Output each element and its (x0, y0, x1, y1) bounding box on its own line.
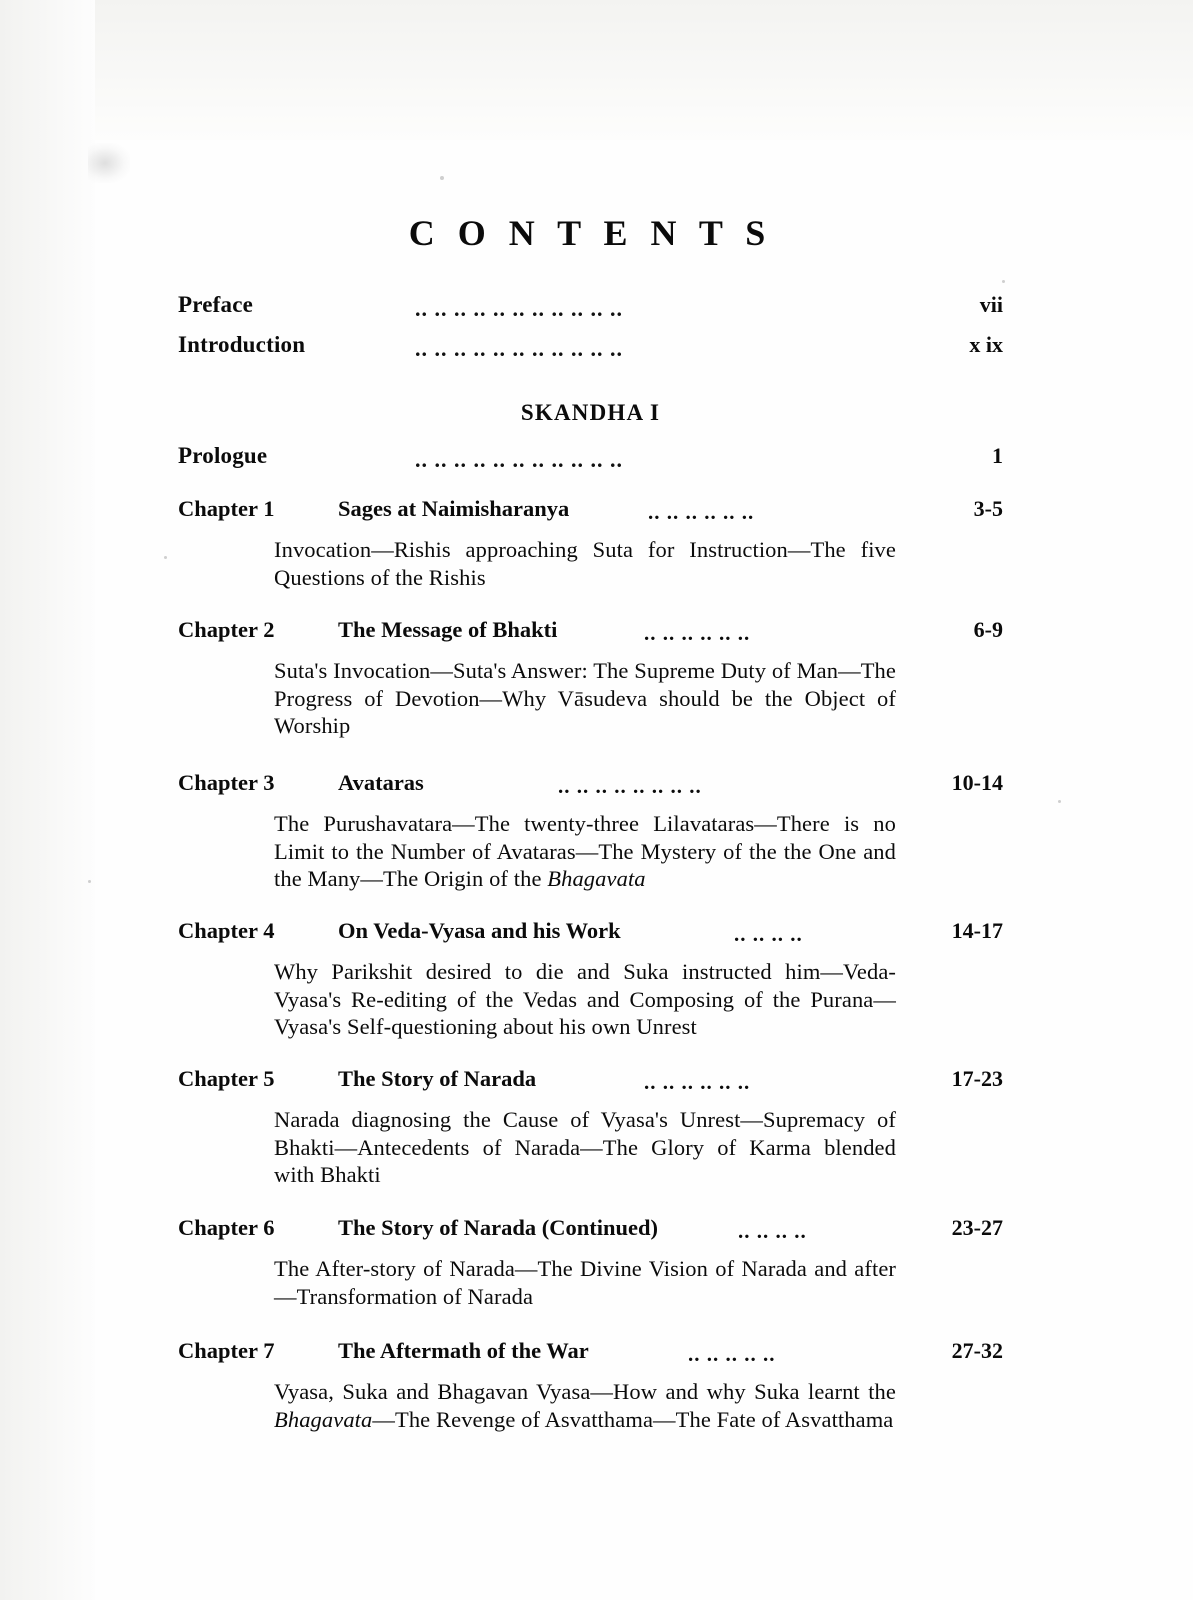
toc-entry-introduction[interactable] (178, 332, 1003, 366)
chapter-number: Chapter 5 (178, 1066, 275, 1091)
chapter-title: Sages at Naimisharanya (338, 496, 570, 521)
chapter-description-text-tail: —The Revenge of Asvatthama—The Fate of Asvatthama (372, 1406, 894, 1432)
dot-leader: .. .. .. .. .. .. .. .. .. .. .. (415, 336, 623, 361)
entry-page-number: 1 (992, 443, 1003, 468)
entry-label: Preface (178, 292, 254, 317)
entry-page-number: vii (979, 292, 1003, 317)
chapter-number: Chapter 3 (178, 770, 275, 795)
chapter-head (178, 1215, 1003, 1247)
dot-leader: .. .. .. .. .. .. (648, 500, 755, 524)
entry-page-number: 17-23 (951, 1066, 1003, 1091)
chapter-description: Invocation—Rishis approaching Suta for Instruction—The five Questions of the Rishis (274, 537, 896, 590)
chapter-head (178, 918, 1003, 950)
entry-page-number: 3-5 (973, 496, 1003, 521)
toc-entry-chapter-4[interactable] (178, 918, 1003, 1041)
chapter-head (178, 1338, 1003, 1370)
chapter-description: Why Parikshit desired to die and Suka instructed him—Veda-Vyasa's Re-editing of the Vedas and Composing of the Purana—Vyasa's Self-questioning about his own Unrest (274, 959, 896, 1039)
chapter-title: Avataras (338, 770, 424, 795)
toc-entry-prologue[interactable] (178, 443, 1003, 477)
toc-entry-chapter-6[interactable] (178, 1215, 1003, 1310)
dot-leader: .. .. .. .. .. .. .. .. .. .. .. (415, 296, 623, 321)
chapter-head (178, 1066, 1003, 1098)
scan-speck (88, 880, 91, 883)
chapter-description-italic: Bhagavata (547, 866, 646, 891)
entry-page-number: 6-9 (973, 617, 1003, 642)
scan-speck (440, 176, 444, 180)
toc-entry-chapter-2[interactable] (178, 617, 1003, 740)
dot-leader: .. .. .. .. (738, 1219, 807, 1243)
dot-leader: .. .. .. .. .. .. .. .. .. .. .. (415, 447, 623, 472)
entry-page-number: 23-27 (951, 1215, 1003, 1240)
chapter-head (178, 617, 1003, 649)
toc-entry-chapter-1[interactable] (178, 496, 1003, 591)
scan-tint-top (0, 0, 1193, 140)
dot-leader: .. .. .. .. .. (688, 1342, 776, 1366)
chapter-title: The Message of Bhakti (338, 617, 558, 642)
chapter-description-text: Vyasa, Suka and Bhagavan Vyasa—How and why Suka learnt the (274, 1379, 896, 1404)
chapter-description: The After-story of Narada—The Divine Vision of Narada and after—Transformation of Narada (274, 1256, 896, 1309)
chapter-number: Chapter 2 (178, 617, 275, 642)
dot-leader: .. .. .. .. .. .. .. .. (558, 774, 702, 798)
scan-speck (1002, 280, 1005, 283)
chapter-head (178, 770, 1003, 802)
toc-entry-chapter-3[interactable] (178, 770, 1003, 893)
dot-leader: .. .. .. .. (734, 922, 803, 946)
scan-speck (1058, 800, 1061, 803)
chapter-number: Chapter 1 (178, 496, 275, 521)
chapter-description: Narada diagnosing the Cause of Vyasa's Unrest—Supremacy of Bhakti—Antecedents of Narada—The Glory of Karma blended with Bhakti (274, 1107, 896, 1187)
scan-smudge-artifact (88, 143, 130, 183)
chapter-number: Chapter 4 (178, 918, 275, 943)
chapter-number: Chapter 7 (178, 1338, 275, 1363)
chapter-number: Chapter 6 (178, 1215, 275, 1240)
section-heading-skandha-1: SKANDHA I (520, 400, 661, 425)
chapter-description-text: The Purushavatara—The twenty-three Lilavataras—There is no Limit to the Number of Avataras—The Mystery of the the One and the Many—The Origin of the (274, 811, 896, 891)
dot-leader: .. .. .. .. .. .. (644, 621, 751, 645)
chapter-title: The Story of Narada (Continued) (338, 1215, 659, 1240)
entry-page-number: 10-14 (951, 770, 1003, 795)
toc-entry-preface[interactable] (178, 292, 1003, 326)
entry-label: Prologue (178, 443, 268, 468)
chapter-title: On Veda-Vyasa and his Work (338, 918, 621, 943)
chapter-description-italic: Bhagavata (274, 1406, 373, 1432)
page-title: C O N T E N T S (408, 213, 773, 253)
chapter-description (274, 1378, 896, 1433)
dot-leader: .. .. .. .. .. .. (644, 1070, 751, 1094)
entry-page-number: 14-17 (951, 918, 1003, 943)
chapter-title: The Aftermath of the War (338, 1338, 589, 1363)
entry-page-number: x ix (969, 332, 1003, 357)
entry-page-number: 27-32 (951, 1338, 1003, 1363)
scan-speck (164, 556, 167, 559)
toc-entry-chapter-5[interactable] (178, 1066, 1003, 1189)
chapter-head (178, 496, 1003, 528)
chapter-description (274, 810, 896, 893)
chapter-description: Suta's Invocation—Suta's Answer: The Supreme Duty of Man—The Progress of Devotion—Why Vāsudeva should be the Object of Worship (274, 658, 896, 738)
chapter-title: The Story of Narada (338, 1066, 537, 1091)
entry-label: Introduction (178, 332, 306, 357)
scan-tint-left (0, 0, 95, 1600)
toc-entry-chapter-7[interactable] (178, 1338, 1003, 1433)
